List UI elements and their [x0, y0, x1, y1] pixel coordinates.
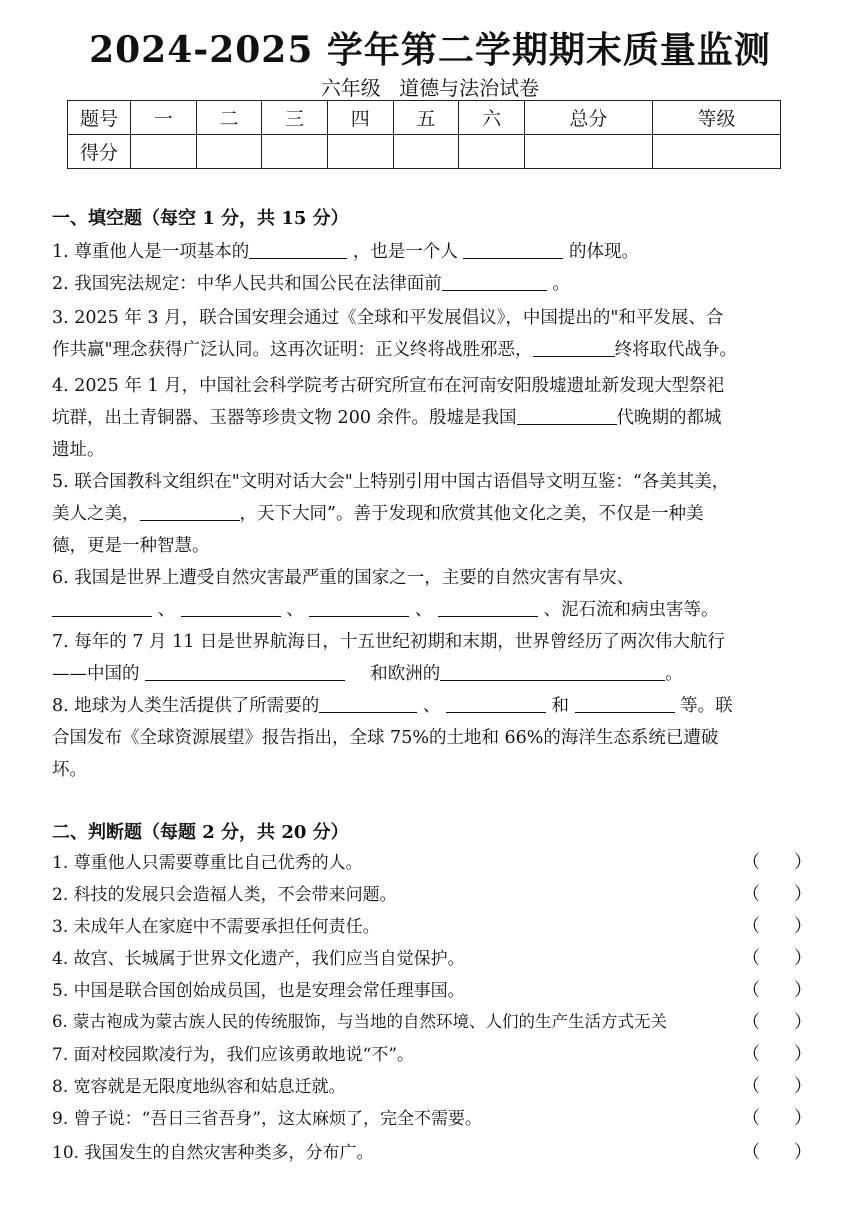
question-text: 美人之美， — [52, 504, 140, 524]
question-text: 。 — [552, 274, 570, 294]
section-heading-true-false: 二、判断题（每题 2 分，共 20 分） — [52, 822, 349, 843]
section-heading-fill-blank: 一、填空题（每空 1 分，共 15 分） — [52, 208, 349, 229]
question-text: 6. 我国是世界上遭受自然灾害最严重的国家之一，主要的自然灾害有旱灾、 — [52, 568, 635, 588]
question-text: 坑群，出土青铜器、玉器等珍贵文物 200 余件。殷墟是我国 — [52, 408, 517, 428]
question-text: 终将取代战争。 — [614, 340, 738, 360]
separator: 、 — [414, 600, 433, 620]
judge-item-1 — [52, 848, 812, 873]
score-col-total: 总分 — [524, 101, 652, 135]
score-table-row-label: 得分 — [68, 135, 131, 169]
answer-blank[interactable] — [140, 500, 240, 521]
question-text: 4. 2025 年 1 月，中国社会科学院考古研究所宣布在河南安阳殷墟遗址新发现大型祭祀 — [52, 376, 725, 396]
answer-parentheses[interactable]: （ ） — [742, 1108, 812, 1129]
answer-parentheses[interactable]: （ ） — [742, 1142, 812, 1163]
answer-blank[interactable] — [181, 596, 281, 617]
answer-parentheses[interactable]: （ ） — [742, 1044, 812, 1065]
judge-item-7 — [52, 1040, 812, 1065]
question-text: 2. 我国宪法规定：中华人民共和国公民在法律面前 — [52, 274, 442, 294]
separator: 、 — [157, 600, 176, 620]
judge-statement: 4. 故宫、长城属于世界文化遗产，我们应当自觉保护。 — [52, 949, 465, 969]
answer-parentheses[interactable]: （ ） — [742, 1076, 812, 1097]
question-text: 1. 尊重他人是一项基本的 — [52, 242, 250, 262]
judge-item-5 — [52, 976, 812, 1001]
judge-item-2 — [52, 880, 812, 905]
judge-statement: 9. 曾子说：“吾日三省吾身”，这太麻烦了，完全不需要。 — [52, 1109, 483, 1129]
question-text: 代晚期的都城 — [616, 408, 722, 428]
question-text: 和欧洲的 — [370, 664, 441, 684]
answer-parentheses[interactable]: （ ） — [742, 916, 812, 937]
judge-statement: 7. 面对校园欺凌行为，我们应该勇敢地说“不”。 — [52, 1045, 415, 1065]
question-5 — [52, 466, 812, 562]
question-text: 3. 2025 年 3 月，联合国安理会通过《全球和平发展倡议》，中国提出的"和平发展、合 — [52, 308, 724, 328]
answer-blank[interactable] — [446, 692, 546, 713]
score-cell[interactable] — [327, 135, 393, 169]
answer-blank[interactable] — [249, 238, 347, 259]
judge-statement: 5. 中国是联合国创始成员国，也是安理会常任理事国。 — [52, 981, 465, 1001]
answer-blank[interactable] — [438, 596, 538, 617]
judge-item-10 — [52, 1138, 812, 1163]
question-text: 等。联 — [680, 696, 733, 716]
score-cell[interactable] — [262, 135, 328, 169]
judge-item-8 — [52, 1072, 812, 1097]
judge-statement: 3. 未成年人在家庭中不需要承担任何责任。 — [52, 917, 380, 937]
answer-blank[interactable] — [440, 660, 665, 681]
exam-title: 2024-2025 学年第二学期期末质量监测 — [89, 29, 771, 71]
score-table-score-row — [68, 135, 781, 169]
question-text: ——中国的 — [52, 664, 140, 684]
answer-blank[interactable] — [319, 692, 417, 713]
score-cell[interactable] — [131, 135, 197, 169]
question-1 — [52, 236, 812, 268]
question-text: 、泥石流和病虫害等。 — [543, 600, 719, 620]
answer-parentheses[interactable]: （ ） — [742, 852, 812, 873]
answer-blank[interactable] — [575, 692, 675, 713]
question-text: 合国发布《全球资源展望》报告指出，全球 75%的土地和 66%的海洋生态系统已遭破 — [52, 728, 719, 748]
score-col-5: 五 — [393, 101, 459, 135]
question-text: 和 — [551, 696, 569, 716]
question-2 — [52, 268, 812, 300]
question-text: 作共赢"理念获得广泛认同。这再次证明：正义终将战胜邪恶， — [52, 340, 533, 360]
score-table-row-label: 题号 — [68, 101, 131, 135]
answer-parentheses[interactable]: （ ） — [742, 884, 812, 905]
judge-statement: 6. 蒙古袍成为蒙古族人民的传统服饰，与当地的自然环境、人们的生产生活方式无关 — [52, 1012, 667, 1031]
score-col-2: 二 — [196, 101, 262, 135]
score-cell[interactable] — [524, 135, 652, 169]
question-3 — [52, 302, 812, 366]
score-cell[interactable] — [393, 135, 459, 169]
question-text: 8. 地球为人类生活提供了所需要的 — [52, 696, 320, 716]
question-text: 。 — [665, 664, 683, 684]
judge-statement: 10. 我国发生的自然灾害种类多，分布广。 — [52, 1143, 374, 1163]
score-cell[interactable] — [459, 135, 525, 169]
score-col-3: 三 — [262, 101, 328, 135]
score-col-6: 六 — [459, 101, 525, 135]
judge-statement: 2. 科技的发展只会造福人类，不会带来问题。 — [52, 885, 397, 905]
answer-blank[interactable] — [517, 404, 617, 425]
question-text: ，也是一个人 — [352, 242, 458, 262]
exam-subtitle: 六年级 道德与法治试卷 — [320, 76, 540, 100]
question-text: 遗址。 — [52, 440, 105, 460]
judge-item-3 — [52, 912, 812, 937]
judge-item-4 — [52, 944, 812, 969]
answer-blank[interactable] — [52, 596, 152, 617]
separator: 、 — [422, 696, 441, 716]
answer-blank[interactable] — [145, 660, 345, 681]
answer-blank[interactable] — [309, 596, 409, 617]
question-7 — [52, 626, 812, 690]
score-cell[interactable] — [652, 135, 780, 169]
answer-blank[interactable] — [442, 270, 547, 291]
answer-blank[interactable] — [533, 336, 615, 357]
question-text: 7. 每年的 7 月 11 日是世界航海日，十五世纪初期和末期，世界曾经历了两次伟大航行 — [52, 632, 725, 652]
answer-blank[interactable] — [463, 238, 563, 259]
answer-parentheses[interactable]: （ ） — [742, 1012, 812, 1033]
score-col-1: 一 — [131, 101, 197, 135]
score-table — [67, 100, 781, 169]
question-6 — [52, 562, 812, 626]
question-text: 5. 联合国教科文组织在"文明对话大会"上特别引用中国古语倡导文明互鉴：“各美其美， — [52, 472, 730, 492]
question-text: 的体现。 — [569, 242, 639, 262]
judge-statement: 1. 尊重他人只需要尊重比自己优秀的人。 — [52, 853, 363, 873]
question-text: 坏。 — [52, 760, 87, 780]
judge-item-6 — [52, 1008, 812, 1032]
question-text: 德，更是一种智慧。 — [52, 536, 210, 556]
question-text: ，天下大同”。善于发现和欣赏其他文化之美，不仅是一种美 — [239, 504, 704, 524]
judge-statement: 8. 宽容就是无限度地纵容和姑息迁就。 — [52, 1077, 346, 1097]
score-col-grade: 等级 — [652, 101, 780, 135]
question-8 — [52, 690, 812, 786]
question-4 — [52, 370, 812, 466]
score-cell[interactable] — [196, 135, 262, 169]
answer-parentheses[interactable]: （ ） — [742, 980, 812, 1001]
score-col-4: 四 — [327, 101, 393, 135]
judge-item-9 — [52, 1104, 812, 1129]
score-table-header-row — [68, 101, 781, 135]
separator: 、 — [286, 600, 304, 620]
answer-parentheses[interactable]: （ ） — [742, 948, 812, 969]
